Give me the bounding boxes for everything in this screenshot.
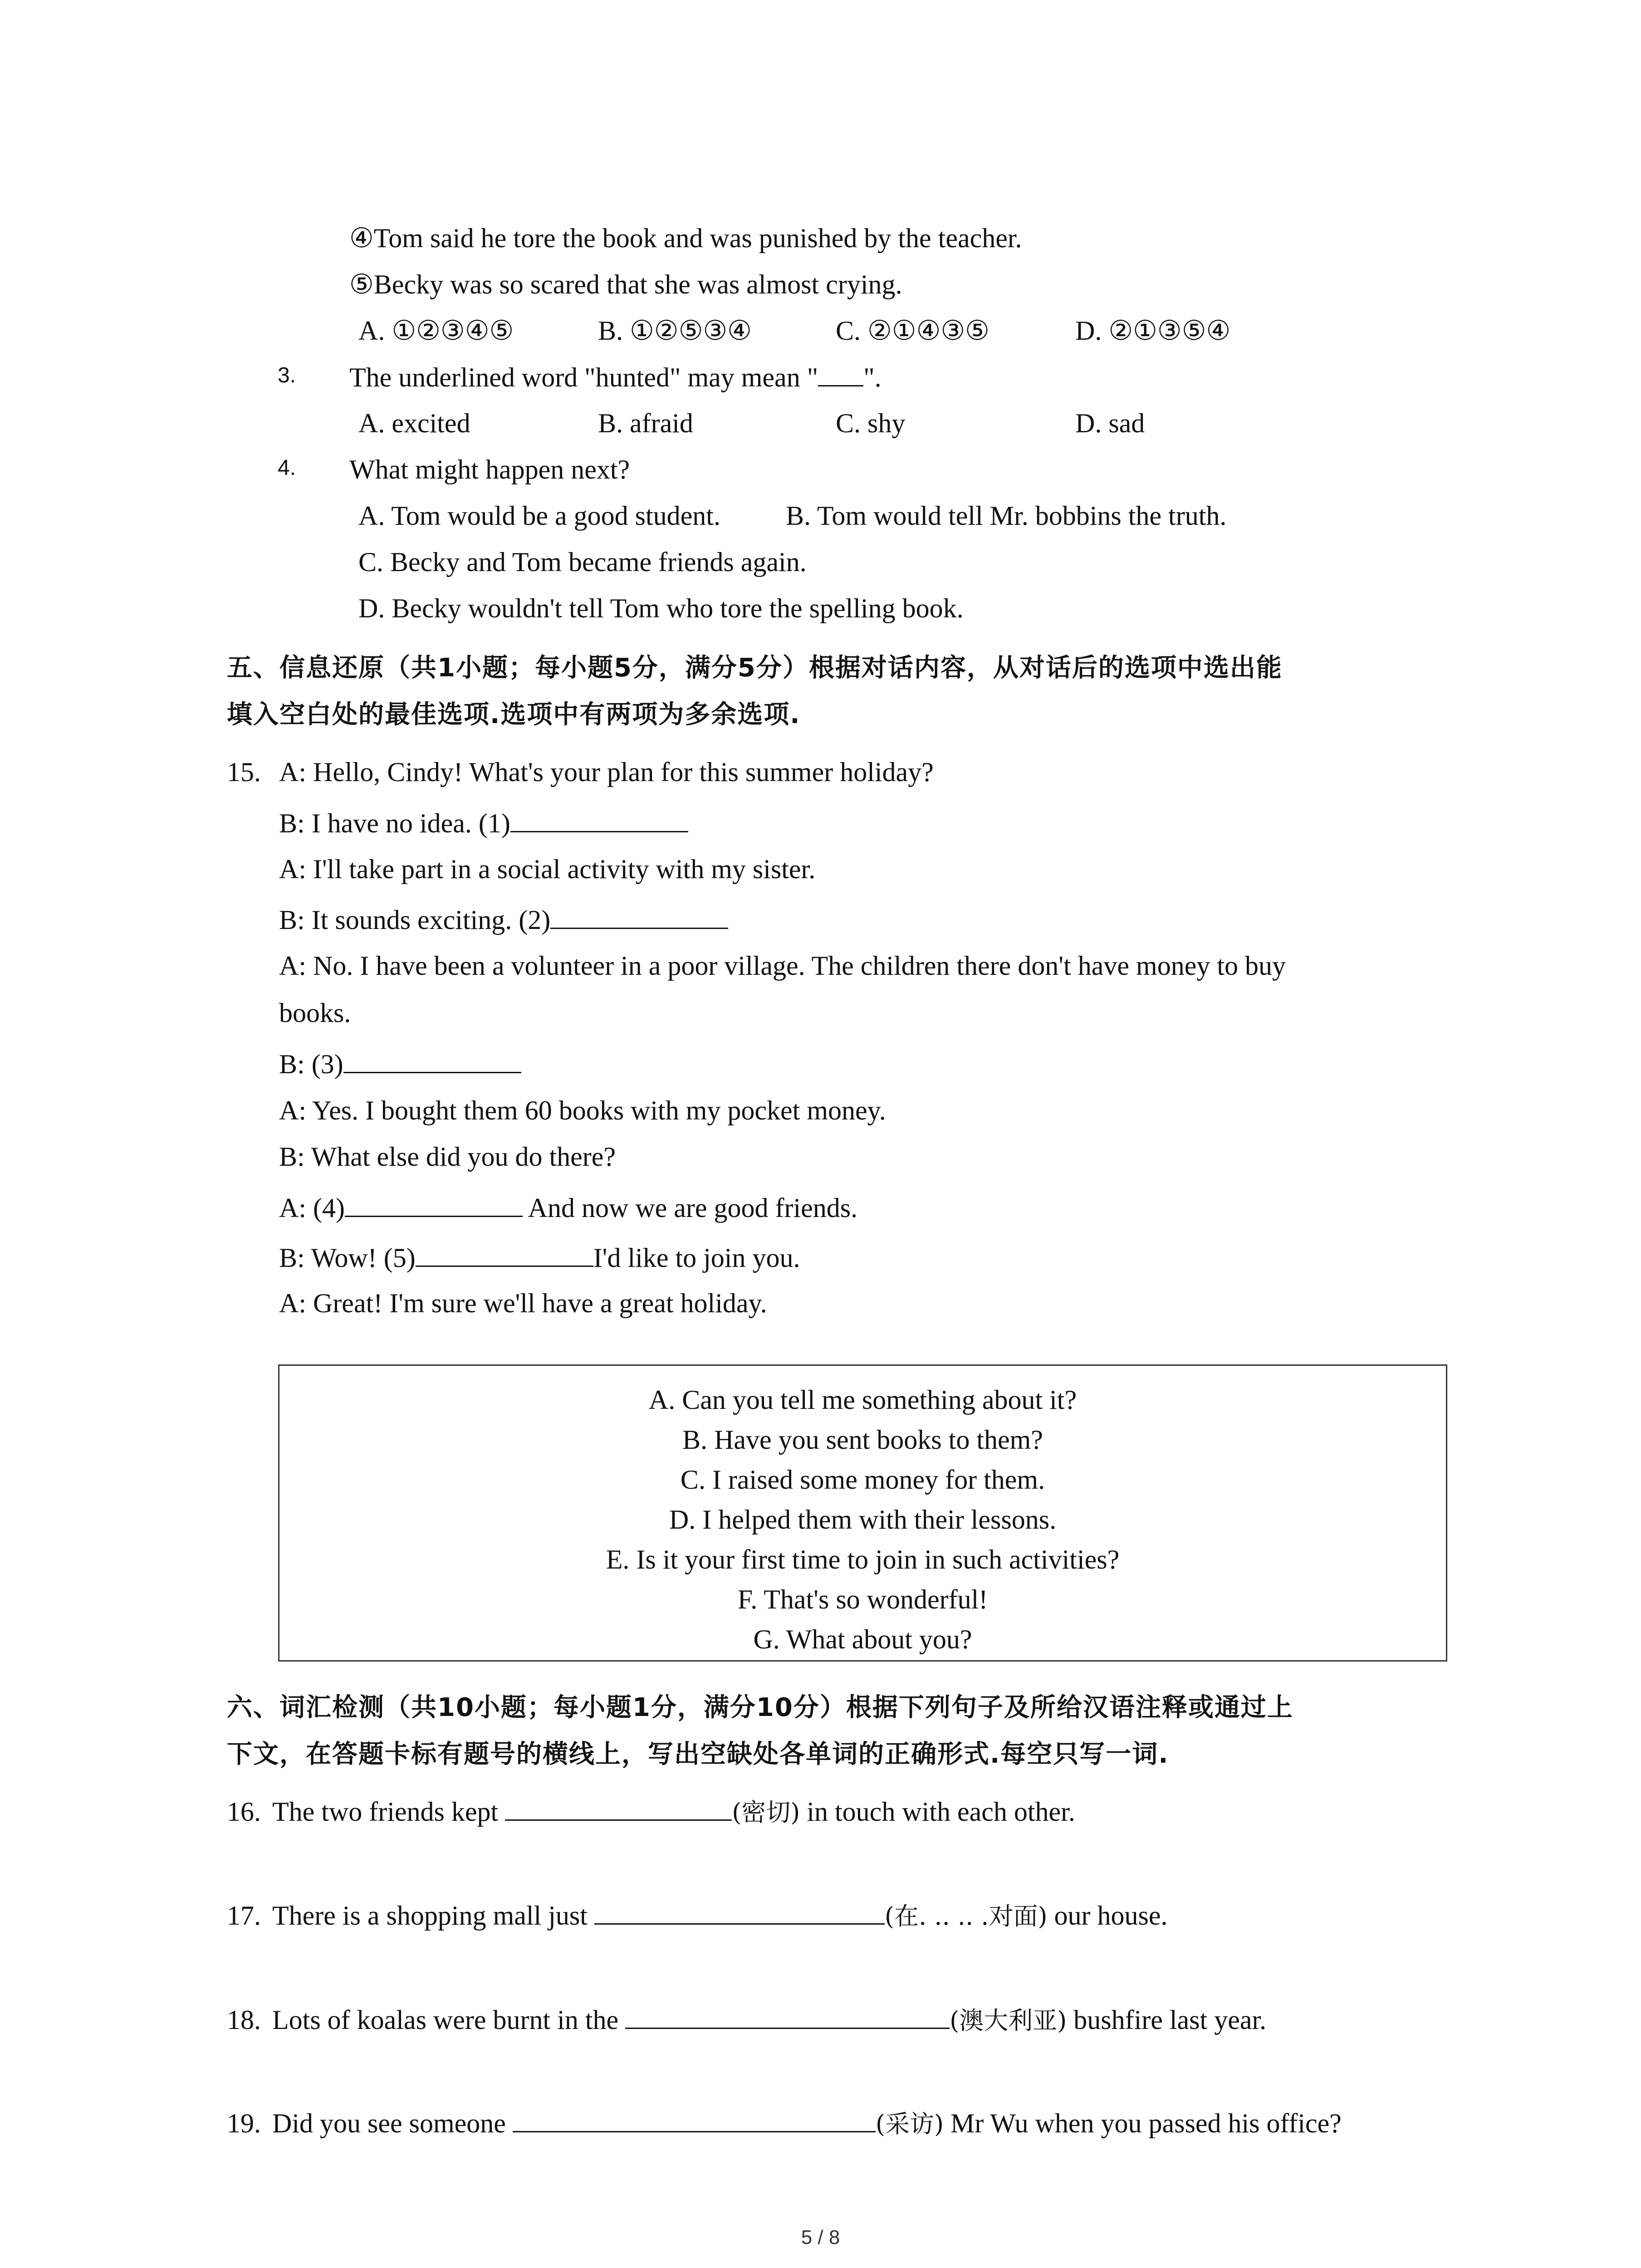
dialogue-line-5: A: No. I have been a volunteer in a poor village. The children there don't have money to buy xyxy=(279,951,1286,981)
q16-text-before: The two friends kept xyxy=(272,1797,505,1827)
blank-5 xyxy=(416,1243,593,1267)
q3-blank xyxy=(818,363,863,386)
q18 xyxy=(227,2005,1266,2033)
dialogue-line-9 xyxy=(279,1193,857,1222)
q4-option-b: B. Tom would tell Mr. bobbins the truth. xyxy=(786,501,1227,531)
q3-option-b: B. afraid xyxy=(598,408,693,438)
option-b: B. Have you sent books to them? xyxy=(682,1425,1043,1455)
q4-option-d: D. Becky wouldn't tell Tom who tore the spelling book. xyxy=(358,593,964,623)
q18-blank xyxy=(625,2005,950,2029)
q19-blank xyxy=(513,2108,876,2132)
dialogue-line-10-rest: I'd like to join you. xyxy=(593,1243,800,1273)
q18-text-after: bushfire last year. xyxy=(1067,2005,1267,2035)
page-number: 5 / 8 xyxy=(801,2226,840,2248)
dialogue-line-8: B: What else did you do there? xyxy=(279,1142,616,1172)
q19-number: 19. xyxy=(227,2108,261,2138)
blank-4 xyxy=(345,1193,523,1217)
q16 xyxy=(227,1797,1075,1825)
q2-option-b: B. ①②⑤③④ xyxy=(598,316,752,346)
q19-gloss: (采访) xyxy=(875,2110,944,2138)
q17-text-after: our house. xyxy=(1047,1901,1168,1931)
blank-1 xyxy=(510,808,688,832)
dialogue-line-1: A: Hello, Cindy! What's your plan for this summer holiday? xyxy=(279,757,934,787)
dialogue-line-9-text: A: (4) xyxy=(279,1193,345,1223)
dialogue-line-2 xyxy=(279,808,688,837)
dialogue-line-4-text: B: It sounds exciting. (2) xyxy=(279,905,551,935)
option-a: A. Can you tell me something about it? xyxy=(648,1385,1077,1415)
q4-option-c: C. Becky and Tom became friends again. xyxy=(358,547,807,577)
q3-question xyxy=(349,363,882,391)
q3-option-c: C. shy xyxy=(836,408,906,438)
q17 xyxy=(227,1901,1168,1929)
blank-2 xyxy=(550,905,728,929)
dialogue-line-5b: books. xyxy=(279,998,351,1028)
dialogue-line-11: A: Great! I'm sure we'll have a great holiday. xyxy=(279,1288,767,1318)
statement-5: ⑤Becky was so scared that she was almost crying. xyxy=(349,269,902,299)
dialogue-line-10-text: B: Wow! (5) xyxy=(279,1243,416,1273)
q16-text-after: in touch with each other. xyxy=(800,1797,1075,1827)
q3-option-d: D. sad xyxy=(1075,408,1145,438)
q19-text-before: Did you see someone xyxy=(272,2108,513,2138)
q16-number: 16. xyxy=(227,1797,261,1827)
option-d: D. I helped them with their lessons. xyxy=(669,1505,1057,1535)
q18-number: 18. xyxy=(227,2005,261,2035)
option-f: F. That's so wonderful! xyxy=(737,1584,988,1614)
q2-option-c: C. ②①④③⑤ xyxy=(836,316,989,346)
q16-blank xyxy=(505,1797,732,1821)
q17-text-before: There is a shopping mall just xyxy=(272,1901,594,1931)
dialogue-line-10 xyxy=(279,1243,800,1271)
q3-text-before: The underlined word "hunted" may mean " xyxy=(349,362,818,392)
dialogue-line-7: A: Yes. I bought them 60 books with my pocket money. xyxy=(279,1095,886,1125)
q4-question: What might happen next? xyxy=(349,455,630,484)
q3-option-a: A. excited xyxy=(358,408,470,438)
q17-gloss: (在. .. .. .对面) xyxy=(884,1902,1048,1931)
q18-gloss: (澳大利亚) xyxy=(950,2006,1067,2035)
section6-heading-line1: 六、词汇检测（共10小题；每小题1分，满分10分）根据下列句子及所给汉语注释或通过上 xyxy=(227,1693,1293,1722)
options-box xyxy=(278,1364,1447,1662)
q18-text-before: Lots of koalas were burnt in the xyxy=(272,2005,626,2035)
q3-number: 3. xyxy=(278,363,296,387)
dialogue-line-6 xyxy=(279,1049,521,1078)
dialogue-line-2-text: B: I have no idea. (1) xyxy=(279,808,510,838)
q15-number: 15. xyxy=(227,757,261,787)
section6-heading-line2: 下文，在答题卡标有题号的横线上，写出空缺处各单词的正确形式.每空只写一词. xyxy=(227,1740,1169,1769)
dialogue-line-9-rest: And now we are good friends. xyxy=(522,1193,858,1223)
section5-heading-line2: 填入空白处的最佳选项.选项中有两项为多余选项. xyxy=(227,700,801,729)
dialogue-line-3: A: I'll take part in a social activity with my sister. xyxy=(279,854,816,884)
option-c: C. I raised some money for them. xyxy=(680,1465,1045,1495)
q19 xyxy=(227,2108,1342,2137)
q16-gloss: (密切) xyxy=(732,1798,800,1827)
q19-text-after: Mr Wu when you passed his office? xyxy=(944,2108,1342,2138)
blank-3 xyxy=(343,1049,521,1073)
q4-number: 4. xyxy=(278,456,296,480)
q2-option-d: D. ②①③⑤④ xyxy=(1075,316,1231,346)
statement-4: ④Tom said he tore the book and was punished by the teacher. xyxy=(349,223,1022,253)
option-e: E. Is it your first time to join in such activities? xyxy=(606,1545,1120,1574)
dialogue-line-6-text: B: (3) xyxy=(279,1049,343,1079)
option-g: G. What about you? xyxy=(753,1624,972,1654)
dialogue-line-4 xyxy=(279,905,728,934)
q17-blank xyxy=(594,1901,885,1925)
q4-option-a: A. Tom would be a good student. xyxy=(358,501,720,531)
q17-number: 17. xyxy=(227,1901,261,1931)
q3-text-after: ". xyxy=(863,362,882,392)
q2-option-a: A. ①②③④⑤ xyxy=(358,316,514,346)
section5-heading-line1: 五、信息还原（共1小题；每小题5分，满分5分）根据对话内容，从对话后的选项中选出能 xyxy=(227,653,1283,683)
